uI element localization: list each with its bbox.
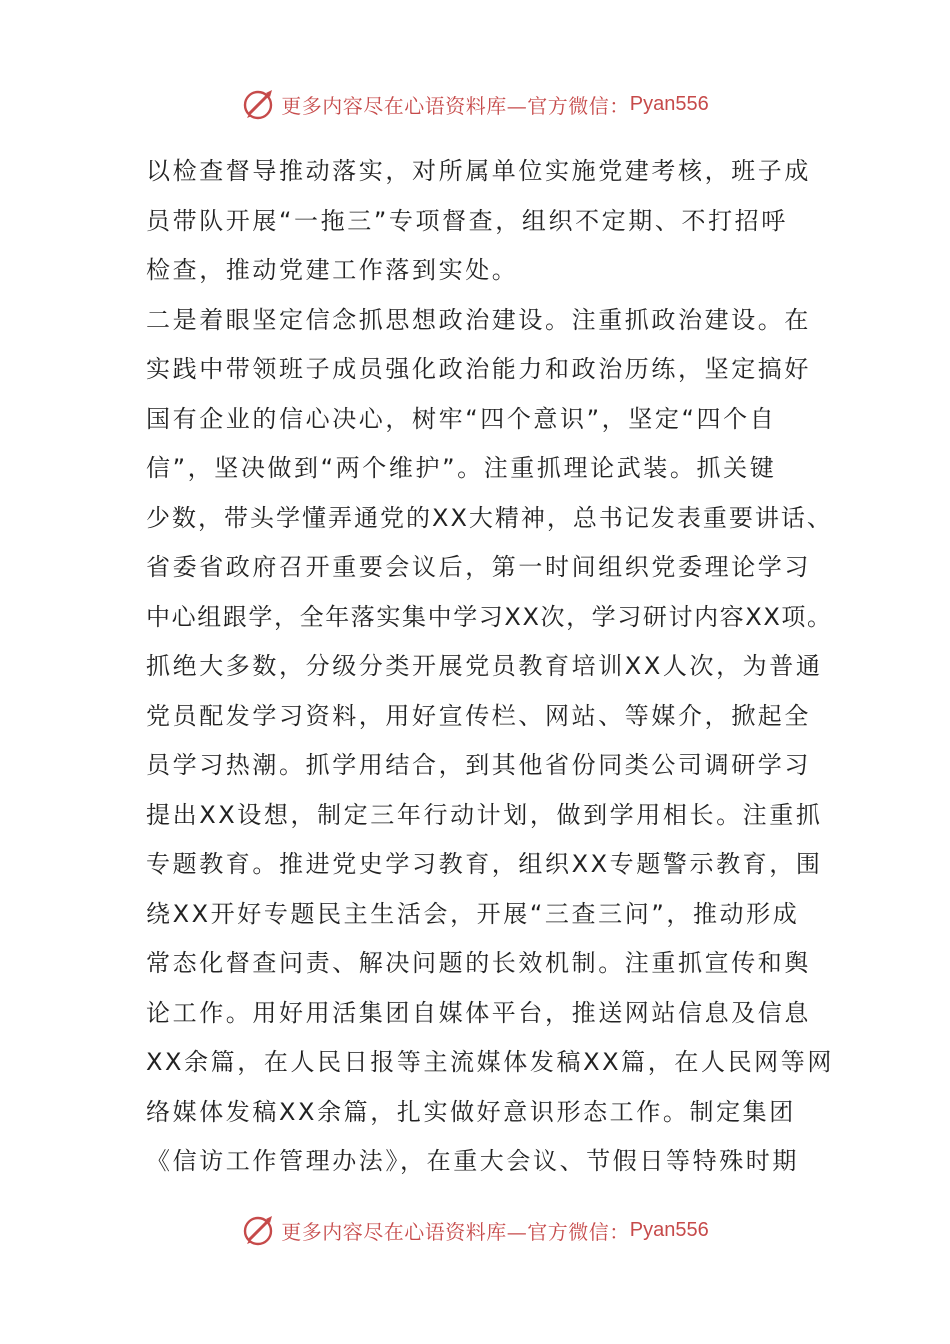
text-line: 二是着眼坚定信念抓思想政治建设。注重抓政治建设。在 bbox=[146, 305, 811, 334]
text-line: 员学习热潮。抓学用结合，到其他省份同类公司调研学习 bbox=[146, 751, 811, 779]
text-line: 络媒体发稿XX余篇，扎实做好意识形态工作。制定集团 bbox=[146, 1097, 796, 1126]
watermark-text: 更多内容尽在心语资料库—官方微信： bbox=[281, 93, 630, 118]
wechat-id: Pyan556 bbox=[629, 92, 709, 115]
text-line: 以检查督导推动落实，对所属单位实施党建考核，班子成 bbox=[146, 157, 811, 185]
pen-logo-icon bbox=[241, 1212, 277, 1248]
text-line: 绕XX开好专题民主生活会，开展“三查三问”，推动形成 bbox=[146, 899, 800, 928]
wechat-id: Pyan556 bbox=[629, 1218, 709, 1241]
watermark-text: 更多内容尽在心语资料库—官方微信： bbox=[281, 1219, 630, 1244]
header-watermark-banner bbox=[0, 84, 950, 124]
text-line: 《信访工作管理办法》，在重大会议、节假日等特殊时期 bbox=[146, 1147, 799, 1175]
text-line: 检查，推动党建工作落到实处。 bbox=[146, 256, 519, 284]
text-line: 信”，坚决做到“两个维护”。注重抓理论武装。抓关键 bbox=[146, 454, 777, 482]
text-line: 提出XX设想，制定三年行动计划，做到学用相长。注重抓 bbox=[146, 800, 823, 829]
text-line: 中心组跟学，全年落实集中学习XX次，学习研讨内容XX项。 bbox=[146, 602, 833, 631]
document-body bbox=[146, 147, 834, 1187]
pen-logo-icon bbox=[241, 86, 277, 122]
text-line: 省委省政府召开重要会议后，第一时间组织党委理论学习 bbox=[146, 553, 811, 581]
text-line: 实践中带领班子成员强化政治能力和政治历练，坚定搞好 bbox=[146, 355, 811, 383]
text-line: 论工作。用好用活集团自媒体平台，推送网站信息及信息 bbox=[146, 998, 811, 1027]
text-line: 员带队开展“一拖三”专项督查，组织不定期、不打招呼 bbox=[146, 206, 788, 235]
text-line: 抓绝大多数，分级分类开展党员教育培训XX人次，为普通 bbox=[146, 652, 823, 680]
text-line: 专题教育。推进党史学习教育，组织XX专题警示教育，围 bbox=[146, 850, 823, 878]
text-line: 少数，带头学懂弄通党的XX大精神，总书记发表重要讲话、 bbox=[146, 503, 833, 532]
text-line: 常态化督查问责、解决问题的长效机制。注重抓宣传和舆 bbox=[146, 949, 811, 977]
text-line: 党员配发学习资料，用好宣传栏、网站、等媒介，掀起全 bbox=[146, 701, 811, 730]
text-line: XX余篇，在人民日报等主流媒体发稿XX篇，在人民网等网 bbox=[146, 1048, 834, 1076]
text-line: 国有企业的信心决心，树牢“四个意识”，坚定“四个自 bbox=[146, 404, 777, 433]
footer-watermark-banner bbox=[0, 1210, 950, 1250]
